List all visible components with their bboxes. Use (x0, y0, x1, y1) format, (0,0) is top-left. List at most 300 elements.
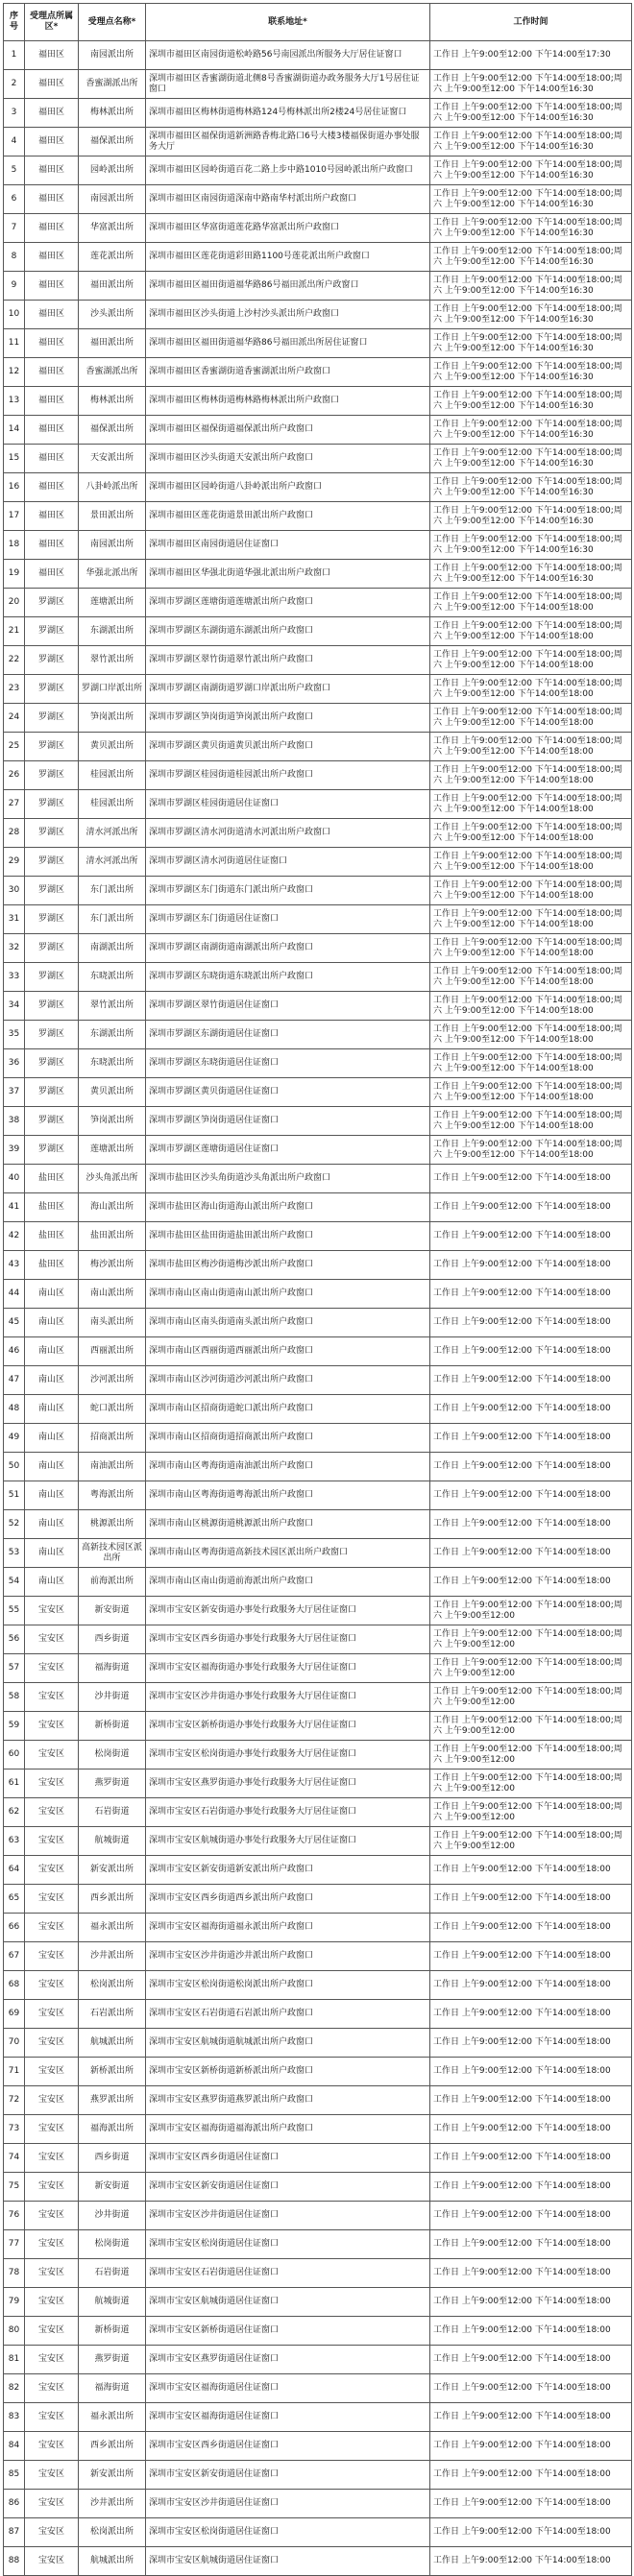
cell-point-name: 华富派出所 (79, 214, 146, 243)
cell-district: 南山区 (25, 1337, 79, 1366)
cell-address: 深圳市罗湖区翠竹街道翠竹派出所户政窗口 (146, 646, 430, 675)
cell-district: 宝安区 (25, 2490, 79, 2518)
cell-district: 宝安区 (25, 2144, 79, 2173)
table-row (4, 473, 632, 502)
cell-district: 宝安区 (25, 2000, 79, 2029)
cell-serial-no: 51 (4, 1481, 25, 1510)
cell-address: 深圳市南山区粤海街道南油派出所户政窗口 (146, 1453, 430, 1481)
cell-point-name: 梅沙派出所 (79, 1251, 146, 1280)
table-row (4, 1568, 632, 1597)
cell-address: 深圳市宝安区航城街道办事处行政服务大厅居住证窗口 (146, 1827, 430, 1856)
cell-serial-no: 7 (4, 214, 25, 243)
cell-address: 深圳市南山区南山街道南山派出所户政窗口 (146, 1280, 430, 1309)
cell-district: 福田区 (25, 272, 79, 301)
table-row (4, 2086, 632, 2115)
cell-address: 深圳市福田区梅林街道梅林路124号梅林派出所2楼24号居住证窗口 (146, 99, 430, 128)
cell-point-name: 盐田派出所 (79, 1222, 146, 1251)
cell-serial-no: 20 (4, 589, 25, 617)
cell-district: 福田区 (25, 445, 79, 473)
cell-point-name: 福海派出所 (79, 2115, 146, 2144)
cell-district: 福田区 (25, 531, 79, 560)
cell-address: 深圳市宝安区福海街道福海派出所户政窗口 (146, 2115, 430, 2144)
cell-district: 罗湖区 (25, 905, 79, 934)
cell-address: 深圳市宝安区燕罗街道燕罗派出所户政窗口 (146, 2086, 430, 2115)
cell-district: 罗湖区 (25, 790, 79, 819)
table-row (4, 1654, 632, 1683)
cell-address: 深圳市南山区桃源街道桃源派出所户政窗口 (146, 1510, 430, 1539)
cell-address: 深圳市罗湖区桂园街道居住证窗口 (146, 790, 430, 819)
cell-point-name: 福保派出所 (79, 416, 146, 445)
cell-district: 福田区 (25, 301, 79, 329)
table-row (4, 99, 632, 128)
table-row (4, 761, 632, 790)
table-row (4, 1222, 632, 1251)
cell-serial-no: 72 (4, 2086, 25, 2115)
cell-serial-no: 61 (4, 1769, 25, 1798)
cell-point-name: 燕罗街道 (79, 1769, 146, 1798)
cell-working-hours: 工作日 上午9:00至12:00 下午14:00至18:00;周六 上午9:00至12:00 下午14:00至16:30 (430, 387, 632, 416)
table-row (4, 1136, 632, 1165)
cell-address: 深圳市宝安区沙井街道居住证窗口 (146, 2490, 430, 2518)
cell-working-hours: 工作日 上午9:00至12:00 下午14:00至18:00;周六 上午9:00至12:00 (430, 1827, 632, 1856)
cell-serial-no: 77 (4, 2230, 25, 2259)
cell-point-name: 福保派出所 (79, 128, 146, 156)
cell-district: 罗湖区 (25, 1107, 79, 1136)
cell-point-name: 福海街道 (79, 2374, 146, 2403)
cell-working-hours: 工作日 上午9:00至12:00 下午14:00至18:00;周六 上午9:00至12:00 (430, 1798, 632, 1827)
cell-address: 深圳市宝安区西乡街道西乡派出所户政窗口 (146, 1885, 430, 1914)
cell-point-name: 西乡街道 (79, 1625, 146, 1654)
cell-serial-no: 66 (4, 1914, 25, 1942)
cell-point-name: 梅林派出所 (79, 99, 146, 128)
table-row (4, 2115, 632, 2144)
cell-working-hours: 工作日 上午9:00至12:00 下午14:00至18:00;周六 上午9:00至12:00 下午14:00至18:00 (430, 905, 632, 934)
cell-address: 深圳市宝安区燕罗街道办事处行政服务大厅居住证窗口 (146, 1769, 430, 1798)
table-body (4, 41, 632, 2576)
cell-working-hours: 工作日 上午9:00至12:00 下午14:00至18:00 (430, 1280, 632, 1309)
cell-district: 宝安区 (25, 1856, 79, 1885)
cell-address: 深圳市宝安区航城街道居住证窗口 (146, 2547, 430, 2576)
cell-point-name: 福田派出所 (79, 329, 146, 358)
table-row (4, 1885, 632, 1914)
cell-address: 深圳市宝安区石岩街道石岩派出所户政窗口 (146, 2000, 430, 2029)
cell-address: 深圳市福田区香蜜湖街道北侧8号香蜜湖街道办政务服务大厅1号居住证窗口 (146, 70, 430, 99)
cell-address: 深圳市宝安区燕罗街道居住证窗口 (146, 2346, 430, 2374)
cell-working-hours: 工作日 上午9:00至12:00 下午14:00至18:00 (430, 1309, 632, 1337)
cell-district: 南山区 (25, 1309, 79, 1337)
cell-serial-no: 15 (4, 445, 25, 473)
cell-district: 宝安区 (25, 1942, 79, 1971)
cell-point-name: 西丽派出所 (79, 1337, 146, 1366)
table-row (4, 243, 632, 272)
cell-working-hours: 工作日 上午9:00至12:00 下午14:00至18:00;周六 上午9:00至12:00 下午14:00至18:00 (430, 877, 632, 905)
cell-address: 深圳市福田区香蜜湖街道香蜜湖派出所户政窗口 (146, 358, 430, 387)
cell-working-hours: 工作日 上午9:00至12:00 下午14:00至18:00 (430, 2230, 632, 2259)
cell-district: 南山区 (25, 1366, 79, 1395)
cell-serial-no: 69 (4, 2000, 25, 2029)
cell-point-name: 新桥派出所 (79, 2058, 146, 2086)
cell-working-hours: 工作日 上午9:00至12:00 下午14:00至18:00;周六 上午9:00至12:00 下午14:00至16:30 (430, 185, 632, 214)
cell-serial-no: 75 (4, 2173, 25, 2202)
cell-district: 南山区 (25, 1481, 79, 1510)
cell-point-name: 东晓派出所 (79, 1049, 146, 1078)
cell-working-hours: 工作日 上午9:00至12:00 下午14:00至18:00;周六 上午9:00至12:00 下午14:00至16:30 (430, 560, 632, 589)
cell-serial-no: 71 (4, 2058, 25, 2086)
cell-working-hours: 工作日 上午9:00至12:00 下午14:00至18:00;周六 上午9:00至12:00 下午14:00至16:30 (430, 502, 632, 531)
cell-address: 深圳市盐田区海山街道海山派出所户政窗口 (146, 1193, 430, 1222)
table-row (4, 1107, 632, 1136)
table-row (4, 2374, 632, 2403)
cell-serial-no: 8 (4, 243, 25, 272)
table-row (4, 1165, 632, 1193)
cell-address: 深圳市宝安区新安街道居住证窗口 (146, 2461, 430, 2490)
cell-district: 宝安区 (25, 1712, 79, 1741)
cell-district: 罗湖区 (25, 1078, 79, 1107)
cell-address: 深圳市罗湖区笋岗街道居住证窗口 (146, 1107, 430, 1136)
table-row (4, 1625, 632, 1654)
cell-address: 深圳市福田区沙头街道天安派出所户政窗口 (146, 445, 430, 473)
cell-serial-no: 82 (4, 2374, 25, 2403)
table-row (4, 2230, 632, 2259)
cell-point-name: 前海派出所 (79, 1568, 146, 1597)
table-row (4, 128, 632, 156)
cell-working-hours: 工作日 上午9:00至12:00 下午14:00至18:00 (430, 2144, 632, 2173)
cell-district: 宝安区 (25, 1769, 79, 1798)
cell-district: 福田区 (25, 70, 79, 99)
cell-serial-no: 62 (4, 1798, 25, 1827)
cell-district: 罗湖区 (25, 733, 79, 761)
cell-district: 福田区 (25, 416, 79, 445)
cell-point-name: 香蜜湖派出所 (79, 358, 146, 387)
cell-working-hours: 工作日 上午9:00至12:00 下午14:00至18:00 (430, 1366, 632, 1395)
table-row (4, 1539, 632, 1568)
cell-address: 深圳市宝安区西乡街道居住证窗口 (146, 2432, 430, 2461)
table-row (4, 963, 632, 992)
cell-address: 深圳市福田区梅林街道梅林路梅林派出所户政窗口 (146, 387, 430, 416)
cell-point-name: 华强北派出所 (79, 560, 146, 589)
cell-address: 深圳市南山区招商街道招商派出所户政窗口 (146, 1424, 430, 1453)
table-row (4, 2058, 632, 2086)
cell-serial-no: 81 (4, 2346, 25, 2374)
cell-working-hours: 工作日 上午9:00至12:00 下午14:00至18:00;周六 上午9:00至12:00 下午14:00至16:30 (430, 301, 632, 329)
cell-serial-no: 34 (4, 992, 25, 1021)
cell-address: 深圳市罗湖区南湖街道罗湖口岸派出所户政窗口 (146, 675, 430, 704)
table-row (4, 445, 632, 473)
cell-point-name: 石岩派出所 (79, 2000, 146, 2029)
cell-address: 深圳市罗湖区清水河街道居住证窗口 (146, 848, 430, 877)
table-row (4, 877, 632, 905)
cell-district: 福田区 (25, 329, 79, 358)
cell-working-hours: 工作日 上午9:00至12:00 下午14:00至18:00 (430, 2461, 632, 2490)
cell-serial-no: 47 (4, 1366, 25, 1395)
cell-district: 福田区 (25, 99, 79, 128)
table-row (4, 2547, 632, 2576)
table-row (4, 1481, 632, 1510)
cell-address: 深圳市宝安区沙井街道沙井派出所户政窗口 (146, 1942, 430, 1971)
cell-point-name: 南湖派出所 (79, 934, 146, 963)
cell-working-hours: 工作日 上午9:00至12:00 下午14:00至18:00 (430, 1856, 632, 1885)
table-row (4, 1914, 632, 1942)
cell-district: 福田区 (25, 243, 79, 272)
cell-point-name: 八卦岭派出所 (79, 473, 146, 502)
cell-district: 宝安区 (25, 1827, 79, 1856)
table-row (4, 675, 632, 704)
cell-address: 深圳市盐田区梅沙街道梅沙派出所户政窗口 (146, 1251, 430, 1280)
cell-working-hours: 工作日 上午9:00至12:00 下午14:00至18:00;周六 上午9:00至12:00 下午14:00至16:30 (430, 416, 632, 445)
cell-working-hours: 工作日 上午9:00至12:00 下午14:00至18:00;周六 上午9:00至12:00 下午14:00至18:00 (430, 646, 632, 675)
cell-address: 深圳市宝安区福海街道居住证窗口 (146, 2403, 430, 2432)
cell-address: 深圳市罗湖区东湖街道东湖派出所户政窗口 (146, 617, 430, 646)
table-row (4, 1769, 632, 1798)
table-row (4, 560, 632, 589)
cell-working-hours: 工作日 上午9:00至12:00 下午14:00至18:00 (430, 2547, 632, 2576)
cell-serial-no: 13 (4, 387, 25, 416)
cell-address: 深圳市宝安区航城街道航城派出所户政窗口 (146, 2029, 430, 2058)
cell-address: 深圳市福田区福保街道福保派出所户政窗口 (146, 416, 430, 445)
cell-district: 盐田区 (25, 1251, 79, 1280)
cell-serial-no: 70 (4, 2029, 25, 2058)
cell-working-hours: 工作日 上午9:00至12:00 下午14:00至18:00;周六 上午9:00至12:00 下午14:00至16:30 (430, 214, 632, 243)
table-row (4, 1395, 632, 1424)
cell-working-hours: 工作日 上午9:00至12:00 下午14:00至18:00 (430, 2403, 632, 2432)
cell-address: 深圳市罗湖区莲塘街道居住证窗口 (146, 1136, 430, 1165)
cell-point-name: 沙头派出所 (79, 301, 146, 329)
cell-point-name: 翠竹派出所 (79, 646, 146, 675)
cell-address: 深圳市罗湖区东湖街道居住证窗口 (146, 1021, 430, 1049)
cell-working-hours: 工作日 上午9:00至12:00 下午14:00至18:00;周六 上午9:00至12:00 下午14:00至16:30 (430, 99, 632, 128)
cell-working-hours: 工作日 上午9:00至12:00 下午14:00至18:00 (430, 1942, 632, 1971)
cell-point-name: 沙头角派出所 (79, 1165, 146, 1193)
table-row (4, 1337, 632, 1366)
cell-address: 深圳市南山区沙河街道沙河派出所户政窗口 (146, 1366, 430, 1395)
table-row (4, 1078, 632, 1107)
cell-point-name: 航城街道 (79, 2288, 146, 2317)
cell-point-name: 新桥街道 (79, 1712, 146, 1741)
cell-address: 深圳市宝安区石岩街道居住证窗口 (146, 2259, 430, 2288)
cell-working-hours: 工作日 上午9:00至12:00 下午14:00至18:00 (430, 2490, 632, 2518)
cell-district: 福田区 (25, 473, 79, 502)
cell-point-name: 景田派出所 (79, 502, 146, 531)
table-row (4, 646, 632, 675)
cell-point-name: 松岗派出所 (79, 2518, 146, 2547)
cell-serial-no: 85 (4, 2461, 25, 2490)
cell-working-hours: 工作日 上午9:00至12:00 下午14:00至18:00 (430, 2259, 632, 2288)
cell-address: 深圳市宝安区西乡街道办事处行政服务大厅居住证窗口 (146, 1625, 430, 1654)
cell-point-name: 莲塘派出所 (79, 589, 146, 617)
cell-working-hours: 工作日 上午9:00至12:00 下午14:00至18:00 (430, 2029, 632, 2058)
cell-district: 罗湖区 (25, 819, 79, 848)
cell-address: 深圳市福田区福田街道福华路86号福田派出所户政窗口 (146, 272, 430, 301)
cell-serial-no: 48 (4, 1395, 25, 1424)
cell-point-name: 黄贝派出所 (79, 733, 146, 761)
cell-point-name: 沙井派出所 (79, 2490, 146, 2518)
cell-district: 宝安区 (25, 2317, 79, 2346)
table-row (4, 2346, 632, 2374)
cell-district: 盐田区 (25, 1222, 79, 1251)
cell-serial-no: 67 (4, 1942, 25, 1971)
cell-address: 深圳市宝安区松岗街道居住证窗口 (146, 2518, 430, 2547)
cell-address: 深圳市罗湖区黄贝街道居住证窗口 (146, 1078, 430, 1107)
cell-serial-no: 55 (4, 1597, 25, 1625)
cell-district: 宝安区 (25, 2346, 79, 2374)
cell-address: 深圳市宝安区石岩街道办事处行政服务大厅居住证窗口 (146, 1798, 430, 1827)
cell-district: 福田区 (25, 502, 79, 531)
cell-working-hours: 工作日 上午9:00至12:00 下午14:00至18:00 (430, 1885, 632, 1914)
cell-working-hours: 工作日 上午9:00至12:00 下午14:00至18:00;周六 上午9:00至12:00 下午14:00至18:00 (430, 675, 632, 704)
cell-point-name: 笋岗派出所 (79, 704, 146, 733)
cell-district: 宝安区 (25, 1683, 79, 1712)
table-row (4, 1827, 632, 1856)
cell-working-hours: 工作日 上午9:00至12:00 下午14:00至18:00;周六 上午9:00至12:00 下午14:00至18:00 (430, 704, 632, 733)
cell-serial-no: 86 (4, 2490, 25, 2518)
cell-address: 深圳市罗湖区黄贝街道黄贝派出所户政窗口 (146, 733, 430, 761)
cell-working-hours: 工作日 上午9:00至12:00 下午14:00至18:00;周六 上午9:00至12:00 下午14:00至16:30 (430, 531, 632, 560)
cell-point-name: 沙井街道 (79, 1683, 146, 1712)
cell-address: 深圳市宝安区新桥街道居住证窗口 (146, 2317, 430, 2346)
cell-serial-no: 14 (4, 416, 25, 445)
cell-district: 罗湖区 (25, 963, 79, 992)
cell-working-hours: 工作日 上午9:00至12:00 下午14:00至18:00;周六 上午9:00至12:00 下午14:00至18:00 (430, 819, 632, 848)
cell-address: 深圳市南山区粤海街道粤海派出所户政窗口 (146, 1481, 430, 1510)
cell-address: 深圳市宝安区新安街道新安派出所户政窗口 (146, 1856, 430, 1885)
table-row (4, 185, 632, 214)
cell-district: 宝安区 (25, 1654, 79, 1683)
cell-district: 福田区 (25, 387, 79, 416)
cell-working-hours: 工作日 上午9:00至12:00 下午14:00至18:00;周六 上午9:00至12:00 下午14:00至18:00 (430, 992, 632, 1021)
cell-serial-no: 41 (4, 1193, 25, 1222)
cell-working-hours: 工作日 上午9:00至12:00 下午14:00至18:00 (430, 1165, 632, 1193)
table-row (4, 214, 632, 243)
cell-point-name: 南山派出所 (79, 1280, 146, 1309)
cell-district: 罗湖区 (25, 877, 79, 905)
table-row (4, 358, 632, 387)
cell-point-name: 天安派出所 (79, 445, 146, 473)
cell-serial-no: 10 (4, 301, 25, 329)
table-row (4, 2029, 632, 2058)
cell-point-name: 松岗街道 (79, 2230, 146, 2259)
cell-working-hours: 工作日 上午9:00至12:00 下午14:00至18:00;周六 上午9:00至12:00 下午14:00至18:00 (430, 934, 632, 963)
cell-district: 宝安区 (25, 1625, 79, 1654)
cell-working-hours: 工作日 上午9:00至12:00 下午14:00至18:00 (430, 1914, 632, 1942)
cell-serial-no: 53 (4, 1539, 25, 1568)
table-row (4, 272, 632, 301)
table-row (4, 2173, 632, 2202)
cell-point-name: 新桥街道 (79, 2317, 146, 2346)
cell-address: 深圳市南山区粤海街道高新技术园区派出所户政窗口 (146, 1539, 430, 1568)
cell-serial-no: 49 (4, 1424, 25, 1453)
table-row (4, 1712, 632, 1741)
cell-serial-no: 27 (4, 790, 25, 819)
cell-district: 罗湖区 (25, 675, 79, 704)
cell-point-name: 福永派出所 (79, 2403, 146, 2432)
table-row (4, 2288, 632, 2317)
cell-working-hours: 工作日 上午9:00至12:00 下午14:00至18:00 (430, 2202, 632, 2230)
table-row (4, 992, 632, 1021)
cell-working-hours: 工作日 上午9:00至12:00 下午14:00至18:00 (430, 2058, 632, 2086)
cell-serial-no: 31 (4, 905, 25, 934)
cell-point-name: 梅林派出所 (79, 387, 146, 416)
cell-address: 深圳市宝安区新桥街道新桥派出所户政窗口 (146, 2058, 430, 2086)
cell-district: 福田区 (25, 560, 79, 589)
cell-point-name: 莲花派出所 (79, 243, 146, 272)
cell-point-name: 新安派出所 (79, 1856, 146, 1885)
cell-address: 深圳市福田区华富街道莲花路华富派出所户政窗口 (146, 214, 430, 243)
cell-district: 罗湖区 (25, 761, 79, 790)
cell-serial-no: 6 (4, 185, 25, 214)
cell-district: 宝安区 (25, 2173, 79, 2202)
cell-address: 深圳市宝安区西乡街道居住证窗口 (146, 2144, 430, 2173)
cell-district: 福田区 (25, 156, 79, 185)
cell-working-hours: 工作日 上午9:00至12:00 下午14:00至18:00;周六 上午9:00至12:00 下午14:00至16:30 (430, 70, 632, 99)
table-row (4, 589, 632, 617)
cell-district: 福田区 (25, 214, 79, 243)
cell-working-hours: 工作日 上午9:00至12:00 下午14:00至17:30 (430, 41, 632, 70)
cell-serial-no: 64 (4, 1856, 25, 1885)
cell-serial-no: 35 (4, 1021, 25, 1049)
cell-address: 深圳市福田区莲花街道景田派出所户政窗口 (146, 502, 430, 531)
cell-point-name: 黄贝派出所 (79, 1078, 146, 1107)
table-row (4, 1798, 632, 1827)
table-row (4, 2144, 632, 2173)
table-row (4, 1280, 632, 1309)
cell-district: 宝安区 (25, 1885, 79, 1914)
cell-serial-no: 26 (4, 761, 25, 790)
cell-district: 宝安区 (25, 2259, 79, 2288)
cell-working-hours: 工作日 上午9:00至12:00 下午14:00至18:00 (430, 1539, 632, 1568)
table-row (4, 2518, 632, 2547)
cell-working-hours: 工作日 上午9:00至12:00 下午14:00至18:00;周六 上午9:00至12:00 下午14:00至16:30 (430, 272, 632, 301)
cell-serial-no: 11 (4, 329, 25, 358)
cell-district: 宝安区 (25, 2230, 79, 2259)
cell-serial-no: 37 (4, 1078, 25, 1107)
cell-point-name: 燕罗街道 (79, 2346, 146, 2374)
cell-point-name: 航城派出所 (79, 2547, 146, 2576)
cell-point-name: 石岩街道 (79, 2259, 146, 2288)
cell-point-name: 南头派出所 (79, 1309, 146, 1337)
cell-district: 南山区 (25, 1453, 79, 1481)
table-row (4, 1021, 632, 1049)
cell-working-hours: 工作日 上午9:00至12:00 下午14:00至18:00;周六 上午9:00至12:00 下午14:00至18:00 (430, 1078, 632, 1107)
table-row (4, 617, 632, 646)
cell-address: 深圳市罗湖区桂园街道桂园派出所户政窗口 (146, 761, 430, 790)
table-row (4, 301, 632, 329)
cell-working-hours: 工作日 上午9:00至12:00 下午14:00至18:00;周六 上午9:00至12:00 (430, 1683, 632, 1712)
cell-point-name: 航城派出所 (79, 2029, 146, 2058)
header-working-hours: 工作时间 (430, 4, 632, 41)
cell-address: 深圳市福田区南园街道深南中路南华村派出所户政窗口 (146, 185, 430, 214)
cell-serial-no: 59 (4, 1712, 25, 1741)
cell-serial-no: 39 (4, 1136, 25, 1165)
cell-serial-no: 63 (4, 1827, 25, 1856)
cell-address: 深圳市宝安区福海街道福永派出所户政窗口 (146, 1914, 430, 1942)
table-row (4, 2403, 632, 2432)
cell-working-hours: 工作日 上午9:00至12:00 下午14:00至18:00 (430, 1251, 632, 1280)
cell-serial-no: 83 (4, 2403, 25, 2432)
cell-serial-no: 38 (4, 1107, 25, 1136)
cell-serial-no: 3 (4, 99, 25, 128)
cell-district: 福田区 (25, 41, 79, 70)
table-row (4, 905, 632, 934)
table-row (4, 1366, 632, 1395)
cell-district: 宝安区 (25, 1741, 79, 1769)
cell-working-hours: 工作日 上午9:00至12:00 下午14:00至18:00;周六 上午9:00至12:00 下午14:00至18:00 (430, 790, 632, 819)
cell-district: 罗湖区 (25, 646, 79, 675)
cell-address: 深圳市宝安区松岗街道办事处行政服务大厅居住证窗口 (146, 1741, 430, 1769)
cell-working-hours: 工作日 上午9:00至12:00 下午14:00至18:00 (430, 2000, 632, 2029)
cell-point-name: 桂园派出所 (79, 790, 146, 819)
cell-point-name: 南园派出所 (79, 41, 146, 70)
cell-serial-no: 57 (4, 1654, 25, 1683)
